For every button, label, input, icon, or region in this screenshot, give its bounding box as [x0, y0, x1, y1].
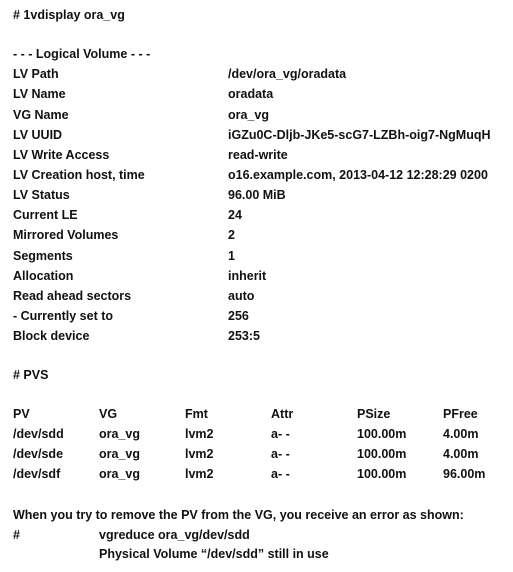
lv-field-row: [0, 86, 513, 106]
pvs-table-row: [0, 466, 513, 486]
lv-field-key: Allocation: [13, 269, 74, 283]
pvs-cell-attr: a- -: [271, 427, 290, 441]
pvs-cell-psize: 100.00m: [357, 467, 407, 481]
lv-field-value: 24: [228, 208, 242, 222]
lv-field-row: [0, 248, 513, 268]
lv-field-key: VG Name: [13, 108, 69, 122]
lv-field-value: read-write: [228, 148, 288, 162]
lv-field-value: ora_vg: [228, 108, 269, 122]
lv-field-value: 2: [228, 228, 235, 242]
lv-field-key: LV Path: [13, 67, 59, 81]
pvs-table-row: [0, 426, 513, 446]
lv-field-value: inherit: [228, 269, 267, 283]
lv-field-key: Current LE: [13, 208, 78, 222]
lv-section-header: - - - Logical Volume - - -: [13, 47, 151, 61]
pvs-header-pfree: PFree: [443, 407, 478, 421]
pvs-cell-pfree: 4.00m: [443, 447, 479, 461]
lv-field-row: [0, 127, 513, 147]
lv-field-row: [0, 308, 513, 328]
pvs-cell-psize: 100.00m: [357, 427, 407, 441]
lv-field-row: [0, 107, 513, 127]
lv-field-key: Segments: [13, 249, 73, 263]
pvs-cell-attr: a- -: [271, 447, 290, 461]
lv-field-key: LV Creation host, time: [13, 168, 145, 182]
lv-field-row: [0, 167, 513, 187]
lv-field-key: LV Write Access: [13, 148, 110, 162]
lv-field-row: [0, 288, 513, 308]
pvs-cell-fmt: lvm2: [185, 427, 214, 441]
lv-field-key: Read ahead sectors: [13, 289, 132, 303]
pvs-cell-vg: ora_vg: [99, 467, 140, 481]
lv-field-value: auto: [228, 289, 255, 303]
lv-field-row: [0, 66, 513, 86]
pvs-cell-psize: 100.00m: [357, 447, 407, 461]
lv-field-value: iGZu0C-Dljb-JKe5-scG7-LZBh-oig7-NgMuqH: [228, 128, 491, 142]
lv-field-key: LV UUID: [13, 128, 63, 142]
lv-field-key: Block device: [13, 329, 90, 343]
lv-field-key: LV Name: [13, 87, 66, 101]
pvs-header-psize: PSize: [357, 407, 391, 421]
pvs-command: # PVS: [13, 368, 49, 382]
lv-field-key: Mirrored Volumes: [13, 228, 119, 242]
lv-field-value: 253:5: [228, 329, 260, 343]
pvs-cell-vg: ora_vg: [99, 447, 140, 461]
pvs-cell-fmt: lvm2: [185, 447, 214, 461]
pvs-table-header: [0, 406, 513, 426]
pvs-cell-pv: /dev/sde: [13, 447, 64, 461]
error-message: Physical Volume “/dev/sdd” still in use: [99, 547, 329, 561]
lv-field-key: LV Status: [13, 188, 70, 202]
lv-field-value: oradata: [228, 87, 274, 101]
lv-field-row: [0, 147, 513, 167]
vgreduce-command: vgreduce ora_vg/dev/sdd: [99, 528, 250, 542]
pvs-cell-vg: ora_vg: [99, 427, 140, 441]
pvs-header-vg: VG: [99, 407, 118, 421]
lv-field-value: /dev/ora_vg/oradata: [228, 67, 347, 81]
pvs-table-row: [0, 446, 513, 466]
pvs-cell-pv: /dev/sdd: [13, 427, 64, 441]
lv-field-row: [0, 207, 513, 227]
lvdisplay-command: # 1vdisplay ora_vg: [13, 8, 125, 22]
pvs-header-pv: PV: [13, 407, 30, 421]
pvs-cell-fmt: lvm2: [185, 467, 214, 481]
pvs-cell-pv: /dev/sdf: [13, 467, 61, 481]
pvs-header-fmt: Fmt: [185, 407, 208, 421]
lv-field-row: [0, 328, 513, 348]
lv-field-value: 96.00 MiB: [228, 188, 286, 202]
lv-field-row: [0, 268, 513, 288]
lv-field-row: [0, 187, 513, 207]
lv-field-row: [0, 227, 513, 247]
error-prompt: #: [13, 528, 20, 542]
pvs-header-attr: Attr: [271, 407, 294, 421]
lv-field-value: o16.example.com, 2013-04-12 12:28:29 0200: [228, 168, 488, 182]
pvs-cell-attr: a- -: [271, 467, 290, 481]
pvs-cell-pfree: 4.00m: [443, 427, 479, 441]
pvs-cell-pfree: 96.00m: [443, 467, 486, 481]
lv-field-value: 256: [228, 309, 249, 323]
lv-field-value: 1: [228, 249, 235, 263]
lv-field-key: - Currently set to: [13, 309, 114, 323]
error-intro-text: When you try to remove the PV from the VG, you receive an error as shown:: [13, 508, 464, 522]
